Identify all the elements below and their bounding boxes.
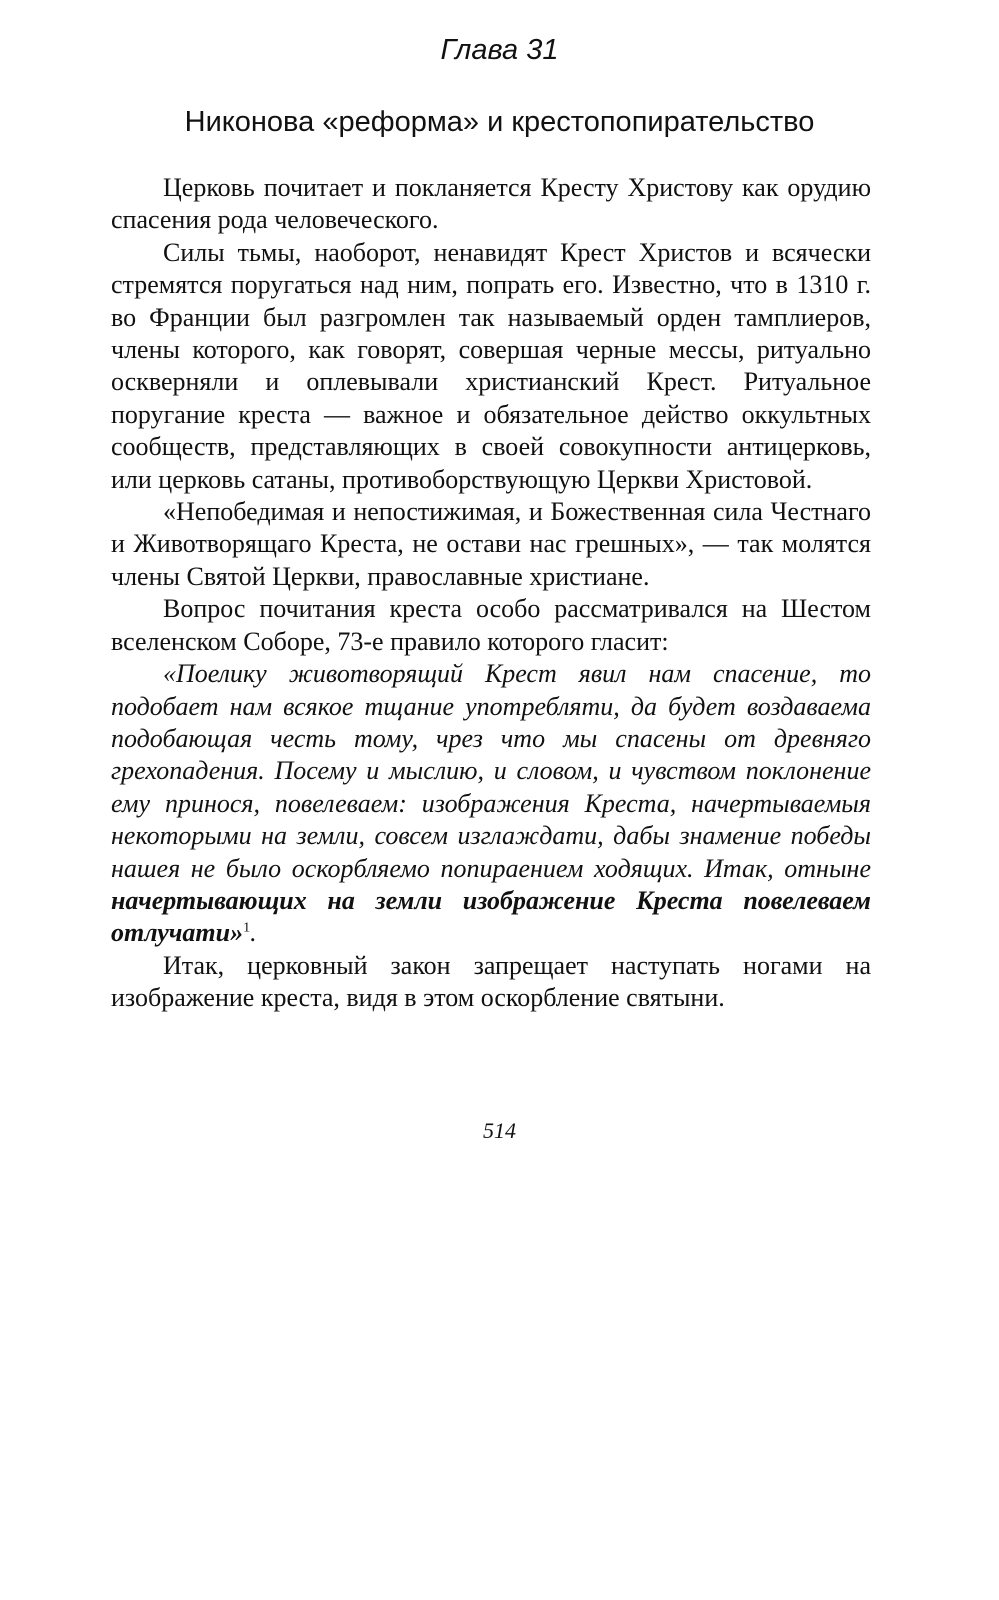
footnote-mark[interactable]: 1: [243, 920, 251, 936]
paragraph: Вопрос почитания креста особо рассматривался на Шестом вселенском Соборе, 73-е правило которого гласит:: [111, 594, 871, 656]
canon-quote: [111, 658, 871, 950]
quote-emphasis: начертывающих на земли изображение Креста повелеваем отлучати»: [111, 885, 871, 948]
quote-text: «Поелику животворящий Крест явил нам спасение, то подобает нам всякое тщание употребляти, да будет воздаваема подобающая честь тому, чрез что мы спасены от древняго грехопадения. Посему и мыслию, и словом, и чувством поклонение ему принося, повелеваем: изображения Креста, начертываемыя некоторыми на земли, совсем изглаждати, дабы знамение победы нашея не было оскорбляемо попираением ходящих. Итак, отныне: [111, 659, 871, 883]
chapter-title: Никонова «реформа» и крестопопирательство: [184, 106, 815, 138]
page-number: 514: [483, 1118, 516, 1143]
paragraph: Церковь почитает и покланяется Кресту Христову как орудию спасения рода человеческого.: [111, 173, 871, 235]
quote-end: .: [250, 918, 257, 948]
paragraph: «Непобедимая и непостижимая, и Божественная сила Честнаго и Животворящаго Креста, не остави нас грешных», — так молятся члены Святой Церкви, православные христиане.: [111, 497, 871, 591]
chapter-label: Глава 31: [440, 34, 559, 66]
paragraph: Итак, церковный закон запрещает наступать ногами на изображение креста, видя в этом оскорбление святыни.: [111, 950, 871, 1013]
body-text: [111, 172, 871, 1015]
paragraph: Силы тьмы, наоборот, ненавидят Крест Христов и всячески стремятся поругаться над ним, попрать его. Известно, что в 1310 г. во Франции был разгромлен так называемый орден тамплиеров, члены которого, как говорят, совершая черные мессы, ритуально оскверняли и оплевывали христианский Крест. Ритуальное поругание креста — важное и обязательное действо оккультных сообществ, представляющих в своей совокупности антицерковь, или церковь сатаны, противоборствующую Церкви Христовой.: [111, 237, 871, 494]
